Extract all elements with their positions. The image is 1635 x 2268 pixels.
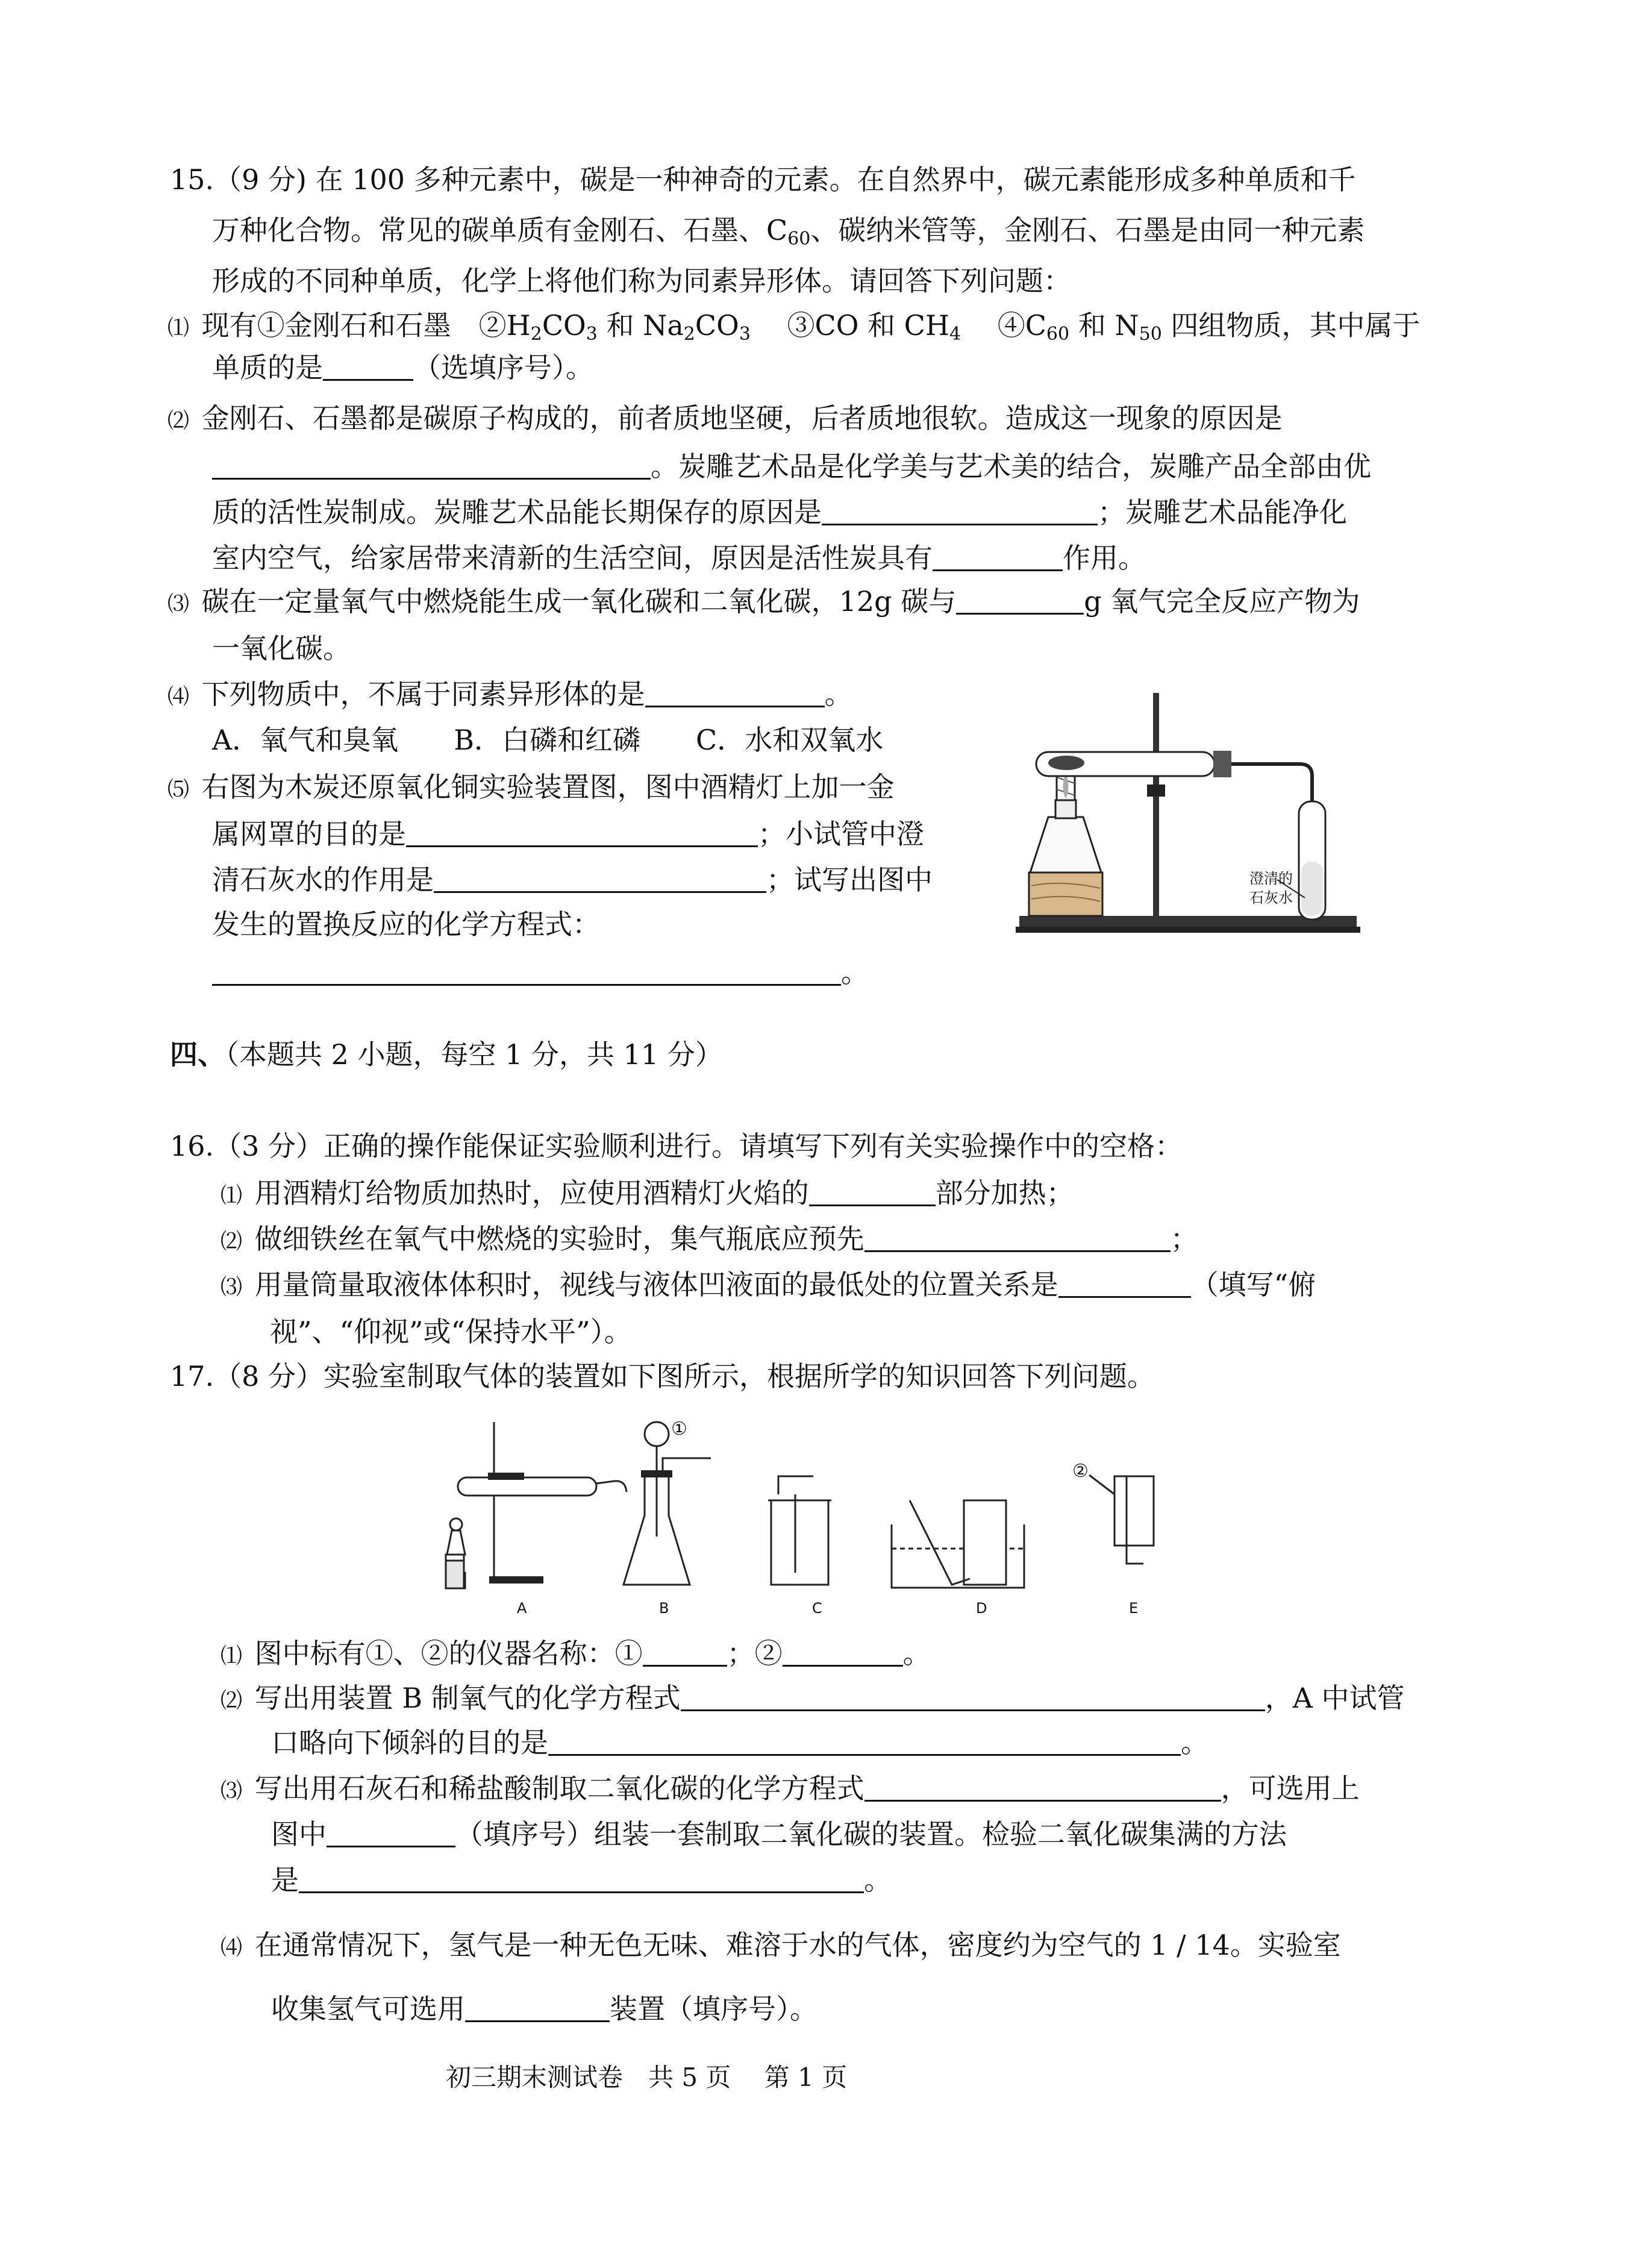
q16-part-3-line-1 [220,1267,1316,1306]
q15-part-5-line-3 [212,862,933,898]
q16-part-2-text: 做细铁丝在氧气中燃烧的实验时，集气瓶底应预先 [254,1223,864,1255]
answer-blank[interactable] [212,957,841,986]
lime-water-label-line-1: 澄清的 [1249,870,1293,887]
instrument-mark-1: ① [671,1418,687,1439]
q17-part-1-text: 图中标有①、②的仪器名称：① [254,1637,643,1670]
answer-blank[interactable] [681,1683,1265,1711]
q15-part-3-text: g 氧气完全反应产物为 [1084,585,1360,618]
q16-part-3-text: （填写“俯 [1190,1268,1316,1301]
section-4-number: 四、 [170,1038,225,1071]
q17-part-4-number: ⑷ [220,1935,243,1960]
q15-part-2-line-4 [212,540,1146,576]
q16-part-3-text: 用量筒量取液体体积时，视线与液体凹液面的最低处的位置关系是 [254,1268,1058,1301]
q15-part-1-text: ④C [969,309,1046,342]
q15-part-1-text: 和 N [1078,309,1139,342]
q17-part-4-line-2 [271,1991,818,2027]
q17-part-1-number: ⑴ [220,1644,243,1668]
q16-part-1-number: ⑴ [220,1183,243,1208]
answer-blank[interactable] [299,1865,864,1893]
apparatus-label-d: D [976,1600,987,1617]
answer-blank[interactable] [212,451,651,480]
subscript: 50 [1139,324,1162,345]
q15-part-3-number: ⑶ [167,592,190,616]
apparatus-label-c: C [812,1600,822,1617]
q15-line-2-text-b: 、碳纳米管等，金刚石、石墨是由同一种元素 [810,214,1365,246]
answer-blank[interactable] [406,819,758,847]
q17-part-2-line-1 [220,1680,1405,1719]
q17-part-3-text: 是 [271,1864,299,1896]
q15-part-2-line-3 [212,494,1347,530]
q15-part-2-text: 。炭雕艺术品是化学美与艺术美的结合，炭雕产品全部由优 [651,450,1371,483]
q15-part-5-text: 右图为木炭还原氧化铜实验装置图，图中酒精灯上加一金 [201,771,895,803]
q15-part-2-text: 室内空气，给家居带来清新的生活空间，原因是活性炭具有 [212,542,933,574]
q16-part-3-line-2: 视”、“仰视”或“保持水平”）。 [270,1315,632,1348]
q16-line-1: 16.（3 分）正确的操作能保证实验顺利进行。请填写下列有关实验操作中的空格： [170,1130,1183,1162]
carbon-reduction-apparatus-figure [1012,681,1386,946]
q15-part-5-text: ；小试管中澄 [758,818,924,850]
q17-part-4-text: 在通常情况下，氢气是一种无色无味、难溶于水的气体，密度约为空气的 1 / 14。实验室 [254,1929,1341,1961]
q15-part-1-text: 和 Na [606,309,684,342]
q15-part-5-text: 属网罩的目的是 [212,818,406,850]
q15-part-2-text: ；炭雕艺术品能净化 [1098,496,1347,528]
q15-part-1-text: CO [542,309,586,342]
subscript: 60 [1046,324,1070,345]
q17-part-4-line-1 [220,1927,1341,1966]
q15-part-2-text: 质的活性炭制成。炭雕艺术品能长期保存的原因是 [212,496,822,528]
q15-part-1-line-2 [212,349,593,386]
q16-part-2-number: ⑵ [220,1229,243,1254]
q15-part-1-text: 现有①金刚石和石墨 ②H [201,309,531,342]
q17-part-4-text: 装置（填序号）。 [610,1993,818,2025]
q15-line-1: 15.（9 分) 在 100 多种元素中，碳是一种神奇的元素。在自然界中，碳元素能形成多种单质和千 [170,163,1356,196]
subscript: 2 [530,324,542,345]
answer-blank[interactable] [1058,1270,1191,1298]
q17-part-3-line-3 [271,1862,892,1898]
answer-blank[interactable] [783,1638,903,1667]
q15-part-4-options: A．氧气和臭氧 B．白磷和红磷 C．水和双氧水 [212,724,884,756]
q15-part-5-line-1 [167,769,895,808]
section-4-description: （本题共 2 小题，每空 1 分，共 11 分） [225,1038,723,1071]
q15-part-4-text: 。 [824,678,852,710]
q16-part-2 [220,1221,1198,1260]
answer-blank[interactable] [645,679,825,707]
q17-line-1: 17.（8 分）实验室制取气体的装置如下图所示，根据所学的知识回答下列问题。 [170,1360,1155,1392]
q15-line-2 [212,212,1365,248]
q17-part-4-text: 收集氢气可选用 [271,1993,465,2025]
q17-part-2-text: 写出用装置 B 制氧气的化学方程式 [254,1682,681,1714]
answer-blank[interactable] [548,1728,1181,1756]
q15-part-2-text: 作用。 [1063,542,1146,574]
q15-part-1-text: 四组物质，其中属于 [1171,309,1421,342]
q15-part-5-line-4: 发生的置换反应的化学方程式： [212,908,600,941]
q15-part-4-line-1 [167,676,852,715]
answer-blank[interactable] [434,865,766,893]
q15-part-5-number: ⑸ [167,777,190,802]
subscript: 4 [949,324,961,345]
q16-part-1 [220,1175,1074,1214]
subscript: 3 [586,324,598,345]
q16-part-1-text: 用酒精灯给物质加热时，应使用酒精灯火焰的 [254,1177,809,1209]
q17-part-1-text: ；② [727,1637,783,1670]
q16-part-2-text: ； [1170,1223,1198,1255]
section-4-heading [170,1036,723,1073]
q15-part-1-number: ⑴ [167,316,190,340]
q17-part-2-number: ⑵ [220,1688,243,1713]
q15-part-2-number: ⑵ [167,409,190,433]
page-footer: 初三期末测试卷 共 5 页 第 1 页 [446,2063,848,2092]
answer-blank[interactable] [643,1638,727,1667]
answer-blank[interactable] [864,1773,1221,1802]
subscript: 3 [739,324,751,345]
q17-part-1 [220,1635,931,1674]
q15-line-3: 形成的不同种单质，化学上将他们称为同素异形体。请回答下列问题： [212,265,1071,297]
q15-part-1-text: CO [695,309,739,342]
q15-part-5-text: ；试写出图中 [766,863,933,896]
q15-part-3-line-2: 一氧化碳。 [212,632,351,665]
q15-part-2-line-2 [212,448,1371,484]
apparatus-label-a: A [517,1600,527,1617]
q15-part-5-line-2 [212,816,924,852]
q17-part-3-text: ，可选用上 [1221,1772,1360,1805]
q15-part-2-text: 金刚石、石墨都是碳原子构成的，前者质地坚硬，后者质地很软。造成这一现象的原因是 [201,402,1283,434]
answer-blank[interactable] [323,352,413,381]
q15-line-2-text-a: 万种化合物。常见的碳单质有金刚石、石墨、C [212,214,788,246]
answer-blank[interactable] [327,1819,455,1847]
q15-part-5-text: 清石灰水的作用是 [212,863,434,896]
q17-part-2-text: ，A 中试管 [1265,1682,1405,1714]
q17-part-3-text: 写出用石灰石和稀盐酸制取二氧化碳的化学方程式 [254,1772,864,1805]
q15-part-1-text: 单质的是 [212,351,323,384]
q15-part-3-text: 碳在一定量氧气中燃烧能生成一氧化碳和二氧化碳，12g 碳与 [201,585,957,618]
q17-part-2-line-2 [271,1724,1208,1761]
q15-part-5-text: 。 [841,956,869,989]
q16-part-3-number: ⑶ [220,1275,243,1300]
answer-blank[interactable] [465,1994,610,2022]
answer-blank[interactable] [956,586,1084,615]
q15-part-3-line-1 [167,583,1360,622]
apparatus-label-e: E [1129,1600,1139,1617]
q15-part-4-number: ⑷ [167,684,190,709]
q15-part-1-line-1 [167,307,1420,346]
q16-part-1-text: 部分加热； [935,1177,1074,1209]
q15-part-2-line-1 [167,400,1283,439]
q15-part-4-text: 下列物质中，不属于同素异形体的是 [201,678,645,710]
q17-part-3-line-1 [220,1770,1360,1809]
q17-part-3-text: 图中 [271,1818,327,1850]
gas-apparatus-figure [434,1410,1217,1615]
q15-part-1-text: ③CO 和 CH [759,309,949,342]
instrument-mark-2: ② [1072,1461,1089,1482]
q17-part-3-text: 。 [864,1864,892,1896]
q15-part-1-text: （选填序号）。 [413,351,593,384]
q17-part-2-text: 口略向下倾斜的目的是 [271,1726,548,1759]
q17-part-3-number: ⑶ [220,1779,243,1803]
q17-part-3-text: （填序号）组装一套制取二氧化碳的装置。检验二氧化碳集满的方法 [455,1818,1287,1850]
q17-part-1-text: 。 [902,1637,931,1670]
q17-part-2-text: 。 [1181,1726,1208,1759]
q17-part-3-line-2 [271,1816,1287,1852]
answer-blank[interactable] [822,497,1098,525]
lime-water-label-line-2: 石灰水 [1249,889,1293,906]
answer-blank[interactable] [864,1224,1171,1252]
answer-blank[interactable] [933,543,1063,571]
q15-part-5-line-5 [212,954,869,991]
answer-blank[interactable] [809,1178,936,1206]
subscript: 2 [683,324,695,345]
c60-subscript: 60 [787,228,811,249]
apparatus-label-b: B [659,1600,669,1617]
